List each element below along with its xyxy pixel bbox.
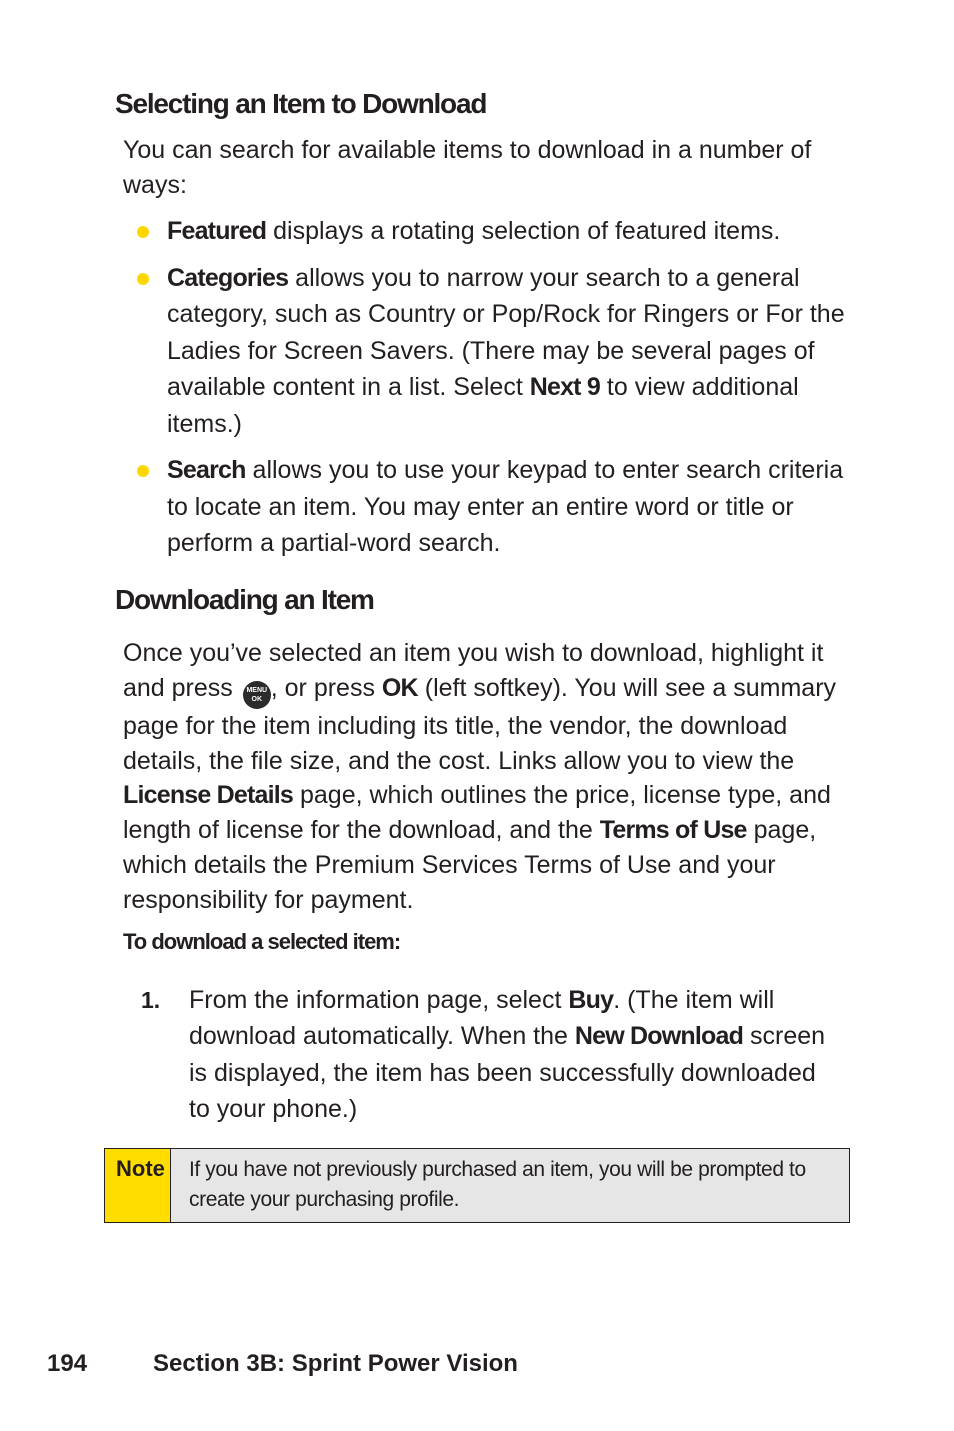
term-buy: Buy: [568, 986, 614, 1014]
term-terms-of-use: Terms of Use: [599, 816, 747, 845]
bullet-text: displays a rotating selection of featured items.: [266, 217, 781, 245]
icon-label-top: MENU: [246, 686, 268, 694]
bullet-item-featured: [130, 213, 850, 250]
downloading-paragraph: [123, 636, 863, 918]
text-run: (left softkey). You will see a summary page for the item including its title, the vendor, the download details, the file size, and the cost. Links allow you to view the: [123, 673, 837, 775]
section-heading-downloading: Downloading an Item: [115, 584, 374, 615]
text-run: Once you’ve selected an item you wish to download, highlight it and press: [123, 639, 824, 702]
bullet-item-search: [130, 452, 850, 562]
text-run: page, which outlines the price, license type, and length of license for the download, and the: [123, 781, 831, 845]
note-text: If you have not previously purchased an item, you will be prompted to create your purchasing profile.: [189, 1158, 806, 1211]
text-run: . (The item will download automatically. When the: [189, 986, 775, 1051]
section-heading-selecting: Selecting an Item to Download: [115, 88, 487, 119]
section-title: Section 3B: Sprint Power Vision: [153, 1350, 518, 1377]
bullet-icon: [137, 465, 149, 477]
term-next9: Next 9: [529, 373, 600, 401]
page-footer: [47, 1350, 518, 1378]
term-search: Search: [167, 456, 246, 484]
text-run: , or press: [270, 673, 382, 702]
intro-paragraph: You can search for available items to download in a number of ways:: [123, 136, 812, 199]
step-number: 1.: [141, 987, 161, 1013]
bullet-icon: [137, 226, 149, 238]
note-box: [104, 1148, 850, 1223]
term-license-details: License Details: [123, 781, 294, 810]
step-1: [141, 982, 841, 1127]
term-categories: Categories: [167, 263, 289, 292]
term-new-download: New Download: [574, 1022, 744, 1051]
bullet-text: to view additional items.): [167, 373, 799, 438]
procedure-title: To download a selected item:: [123, 929, 401, 954]
menu-ok-key-icon: [243, 681, 271, 709]
bullet-item-categories: [130, 260, 850, 443]
text-run: page, which details the Premium Services Terms of Use and your responsibility for payment.: [123, 816, 817, 914]
bullet-list: [130, 213, 850, 562]
bullet-icon: [137, 273, 149, 285]
bullet-text: allows you to use your keypad to enter search criteria to locate an item. You may enter an entire word or title or perform a partial-word search.: [167, 456, 844, 557]
icon-label-bottom: OK: [251, 695, 262, 703]
term-featured: Featured: [167, 217, 267, 245]
text-run: screen is displayed, the item has been successfully downloaded to your phone.): [189, 1022, 826, 1123]
note-label: Note: [105, 1149, 171, 1222]
term-ok: OK: [381, 673, 418, 702]
page-number: 194: [47, 1350, 88, 1377]
text-run: From the information page, select: [189, 986, 569, 1014]
bullet-text: allows you to narrow your search to a general category, such as Country or Pop/Rock for Ringers or For the Ladies for Screen Savers. (There may be several pages of available content in a list. Select: [167, 263, 845, 401]
step-text: [189, 982, 841, 1127]
